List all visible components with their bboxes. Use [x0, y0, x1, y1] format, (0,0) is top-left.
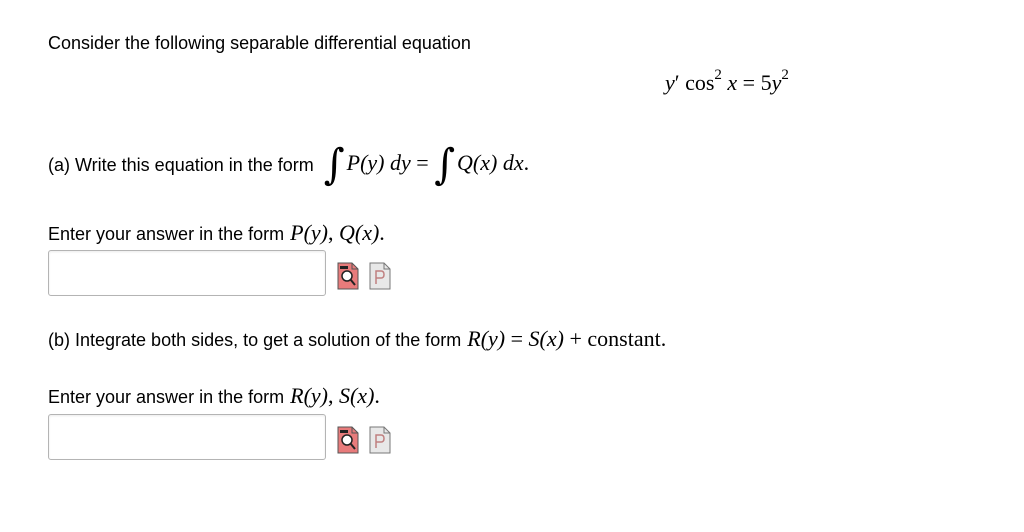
part-b-S: S: [528, 326, 540, 351]
preview-icon[interactable]: [337, 262, 359, 295]
instruction-a-text: Enter your answer in the form: [48, 224, 285, 244]
instr-b-S: S: [338, 383, 350, 408]
instruction-b: [48, 383, 380, 409]
instr-a-comma: ,: [327, 220, 339, 245]
part-a-label: (a) Write this equation in the form: [48, 154, 314, 175]
intro-text: Consider the following separable differential equation: [48, 33, 471, 53]
instr-b-comma: ,: [327, 383, 339, 408]
form-P-arg: (y): [360, 150, 385, 175]
eq-x: x: [727, 70, 738, 95]
part-b-equals: =: [505, 326, 529, 351]
eq-prime: ′: [674, 70, 680, 95]
form-Q: Q: [457, 150, 473, 175]
answer-b-input[interactable]: [48, 414, 326, 460]
part-b-label: (b) Integrate both sides, to get a solution of the form: [48, 330, 462, 350]
eq-cos: cos: [685, 70, 715, 95]
pdf-icon[interactable]: [369, 426, 391, 459]
form-dy: dy: [390, 150, 411, 175]
instr-a-Q: Q: [338, 220, 355, 245]
pdf-icon[interactable]: [369, 262, 391, 295]
instr-b-x: (x): [349, 383, 375, 408]
part-b-form: [467, 326, 666, 352]
instruction-b-form: [290, 383, 380, 409]
form-P: P: [346, 150, 361, 175]
eq-equals: =: [737, 70, 761, 95]
differential-equation: [665, 67, 789, 96]
instruction-a: [48, 220, 385, 246]
form-equals: =: [410, 150, 435, 175]
instr-b-R: R: [290, 383, 304, 408]
eq-y: y: [665, 70, 675, 95]
part-b-prompt: [48, 326, 666, 352]
integral-sign-left: ∫: [323, 140, 345, 190]
part-a-prompt: [48, 140, 529, 190]
instr-a-period: .: [379, 220, 385, 245]
part-b-x: (x): [539, 326, 564, 351]
instr-a-P: P: [290, 220, 304, 245]
form-period: .: [523, 150, 530, 175]
eq-exp-rhs: 2: [781, 67, 789, 83]
instr-b-period: .: [374, 383, 380, 408]
preview-icon[interactable]: [337, 426, 359, 459]
instr-a-y: (y): [303, 220, 328, 245]
eq-coef: 5: [760, 70, 772, 95]
part-b-y: (y): [480, 326, 506, 351]
eq-exp-lhs: 2: [714, 67, 722, 83]
part-b-constant: constant: [587, 326, 661, 351]
instr-a-x: (x): [354, 220, 380, 245]
part-b-plus: +: [563, 326, 588, 351]
eq-rhs-y: y: [771, 70, 782, 95]
form-Q-arg: (x): [472, 150, 498, 175]
part-b-period: .: [660, 326, 667, 351]
integral-sign-right: ∫: [434, 140, 456, 190]
part-b-R: R: [467, 326, 481, 351]
instr-b-y: (y): [303, 383, 328, 408]
answer-a-input[interactable]: [48, 250, 326, 296]
part-a-form: [324, 142, 529, 188]
form-dx: dx: [502, 150, 524, 175]
instruction-b-text: Enter your answer in the form: [48, 387, 285, 407]
instruction-a-form: [290, 220, 385, 246]
